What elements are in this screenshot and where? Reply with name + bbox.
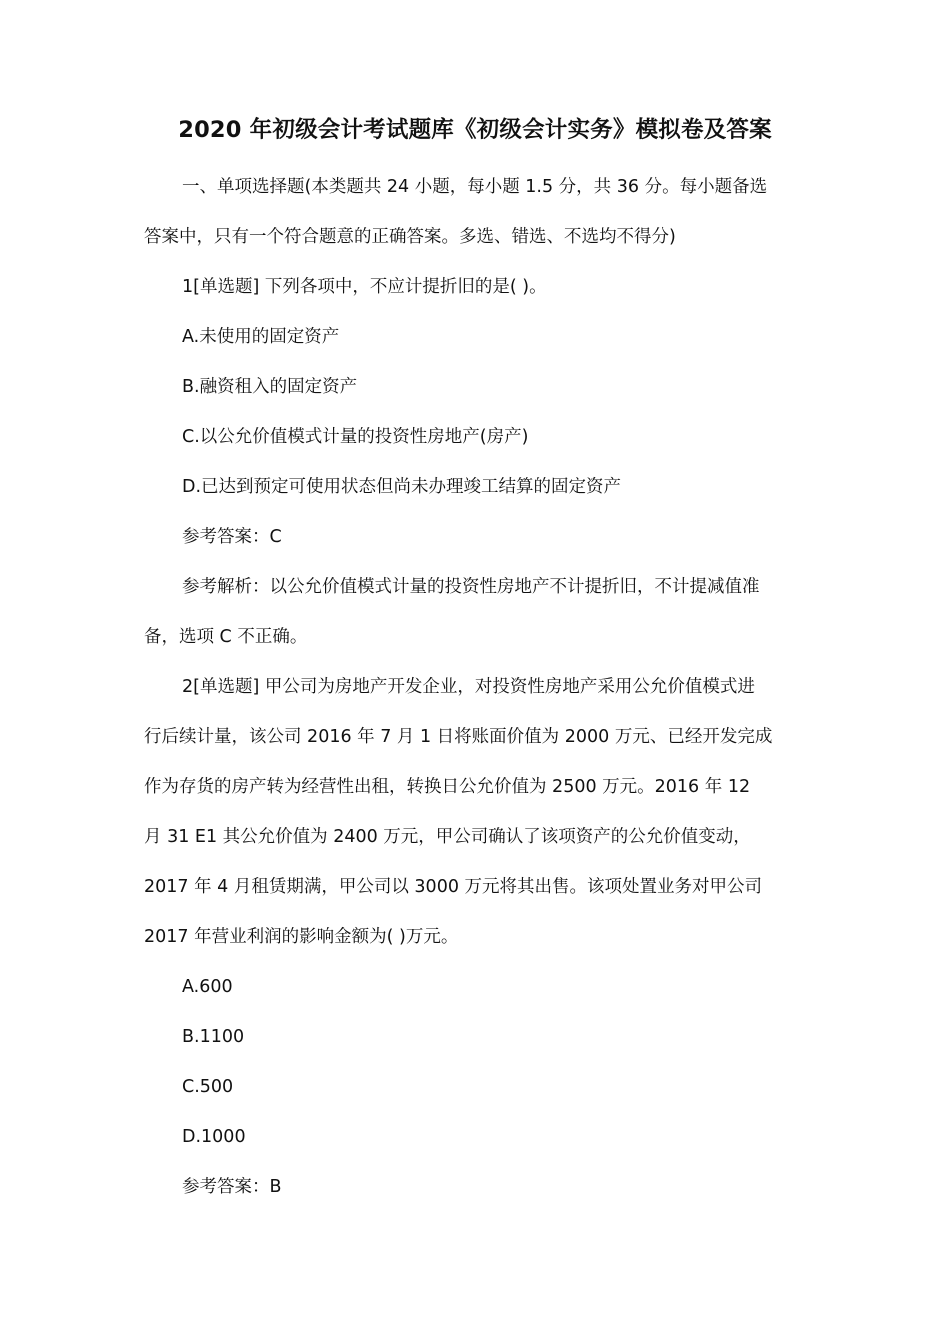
- question-1-analysis-line: 备，选项 C 不正确。: [144, 627, 308, 647]
- section-heading: [144, 162, 810, 262]
- question-2-stem-line: 2017 年营业利润的影响金额为( )万元。: [144, 927, 459, 947]
- question-2-answer: 参考答案：B: [182, 1177, 282, 1197]
- question-2-option-b: B.1100: [182, 1027, 245, 1047]
- question-2-stem-line: 2[单选题] 甲公司为房地产开发企业，对投资性房地产采用公允价值模式进: [182, 677, 755, 697]
- question-1-option-b: B.融资租入的固定资产: [182, 377, 358, 397]
- question-2-stem-line: 行后续计量，该公司 2016 年 7 月 1 日将账面价值为 2000 万元、已经开发完成: [144, 727, 773, 747]
- question-2-stem-line: 2017 年 4 月租赁期满，甲公司以 3000 万元将其出售。该项处置业务对甲公司: [144, 877, 763, 897]
- section-heading-line: 答案中，只有一个符合题意的正确答案。多选、错选、不选均不得分): [144, 227, 676, 247]
- question-2: [144, 662, 810, 1212]
- question-1-option-a: A.未使用的固定资产: [182, 327, 340, 347]
- question-1-analysis-line: 参考解析：以公允价值模式计量的投资性房地产不计提折旧，不计提减值准: [182, 577, 760, 597]
- section-heading-line: 一、单项选择题(本类题共 24 小题，每小题 1.5 分，共 36 分。每小题备选: [182, 177, 768, 197]
- question-1-option-d: D.已达到预定可使用状态但尚未办理竣工结算的固定资产: [182, 477, 622, 497]
- question-1: [144, 262, 810, 662]
- question-2-option-c: C.500: [182, 1077, 234, 1097]
- question-1-stem: 1[单选题] 下列各项中，不应计提折旧的是( )。: [182, 277, 547, 297]
- document-title: 2020 年初级会计考试题库《初级会计实务》模拟卷及答案: [178, 117, 772, 143]
- question-2-stem-line: 作为存货的房产转为经营性出租，转换日公允价值为 2500 万元。2016 年 12: [144, 777, 751, 797]
- document-body: [144, 162, 810, 1212]
- question-1-answer: 参考答案：C: [182, 527, 282, 547]
- question-2-option-a: A.600: [182, 977, 233, 997]
- question-2-stem-line: 月 31 E1 其公允价值为 2400 万元，甲公司确认了该项资产的公允价值变动，: [144, 827, 751, 847]
- question-1-option-c: C.以公允价值模式计量的投资性房地产(房产): [182, 427, 529, 447]
- question-2-option-d: D.1000: [182, 1127, 246, 1147]
